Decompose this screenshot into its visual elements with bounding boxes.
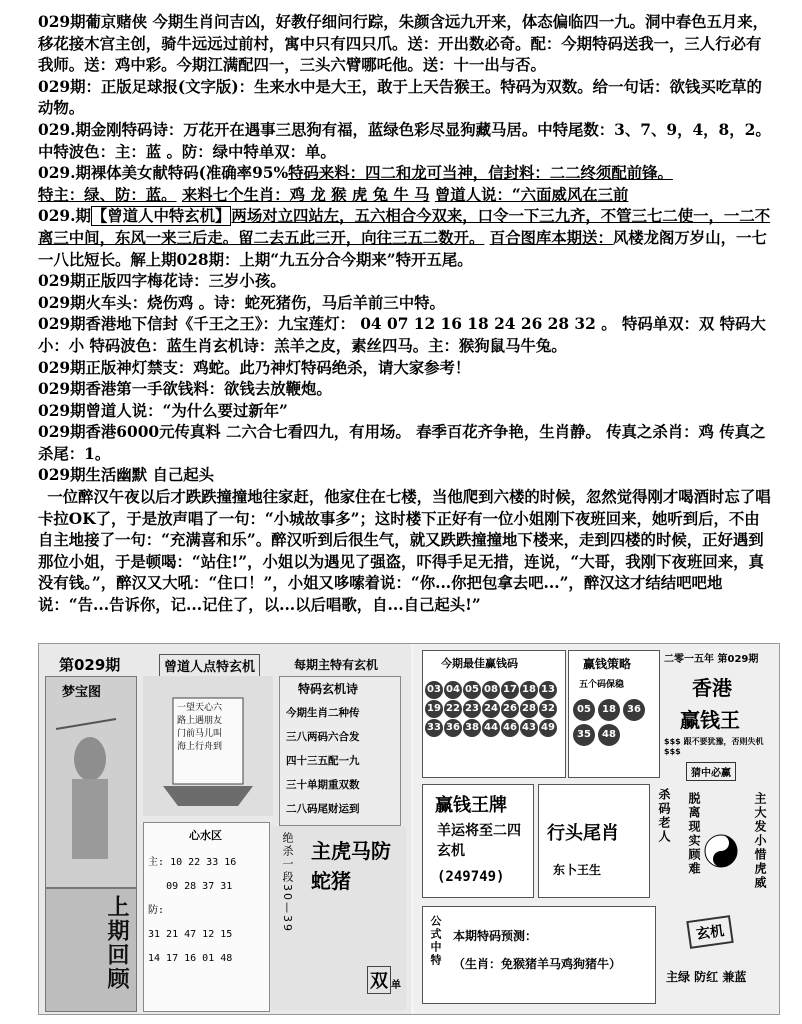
guard-numbers: 14 17 16 01 48 [148,953,233,964]
formula-label: 公式中特 [429,915,442,967]
text-run: 特码来料：四二和龙可当神，信封料：二二终须配前锋。 [288,164,673,183]
paragraph: 029期：正版足球报(文字版)：生来水中是大王，敢于上天告猴王。特码为双数。给一句话：欲钱买吃草的动物。 [38,77,762,118]
number-ball: 23 [463,700,481,718]
figure-shape [74,737,106,781]
tips-scroll [279,676,401,826]
zodiac-block: 主虎马防蛇猪 [311,839,391,893]
tail-card [538,784,650,898]
text-run: 特主：绿、防：蓝。 [38,185,177,204]
text-run: 029.期裸体美女献特码(准确率95% [38,164,289,183]
tip-line: 四十三五配一九 [286,755,360,767]
poem-box [177,702,222,754]
poem-line: 海上行舟到 [177,742,223,752]
hk-king: 赢钱王 [680,708,740,732]
king-title: 赢钱王牌 [435,795,507,816]
zodiac-panel [271,826,406,1010]
text-run: 曾道人说：“六面威风在三前 [434,185,629,204]
vertical-poem: 脱离现实顾难 [687,792,701,876]
tips-list [286,701,360,821]
number-ball: 05 [573,699,595,721]
win-ball-grid [573,699,655,769]
guard-numbers: 31 21 47 12 15 [148,929,233,940]
old-man-box [654,784,678,894]
number-ball: 19 [425,700,443,718]
main-numbers: 10 22 33 16 [170,857,237,868]
poem-line: 门前马儿叫 [177,729,223,739]
strategy-sub: 五个码保稳 [579,680,625,690]
issue-label: 第029期 [59,656,121,674]
paragraph: 029期香港第一手欲钱料：欲钱去放鞭炮。 [38,380,332,399]
tail-sign: 东卜王生 [553,863,602,877]
vertical-poem: 主大发小惜虎威 [753,792,767,890]
number-ball: 03 [425,681,443,699]
paragraph: 一位醉汉午夜以后才跌跌撞撞地往家赶，他家住在七楼，当他爬到六楼的时候，忽然觉得刚才喝酒时忘了唱卡拉OK了，于是放声唱了一句：“小城故事多”；这时楼下正好有一位小姐刚下夜班回来，她听到后，不由自主地接了一句：“充满喜和乐”。醉汉听到后很生气，就又跌跌撞撞地下楼来，走到四楼的时候，正好遇到那位小姐，于是顿喝：“站住!”，小姐以为遇见了强盗，吓得手足无措，连说，“大哥，我刚下夜班回来，真没有钱。”，醉汉又大吼：“住口！”，小姐又哆嗦着说：“你...你把包拿去吧...”，醉汉这才结结吧吧地说：“告...告诉你，记...记住了，以...以后唱歌，自...自己起头!” [38,488,771,615]
branch-shape [56,719,116,729]
paragraph: 029期香港地下信封《千王之王》：九宝莲灯： 04 07 12 16 18 24 26 28 32 。 特码单双：双 特码大小：小 特码波色：蓝生肖玄机诗：羔羊之皮，素丝四马。主：猴狗鼠马牛兔。 [38,315,766,355]
number-ball: 35 [573,724,595,746]
tip-line: 三八两码六合发 [286,731,360,743]
ship-hull [163,786,253,806]
seal-stamp: 玄机 [686,915,733,949]
paragraph: 029期正版神灯禁支：鸡蛇。此乃神灯特码绝杀，请大家参考！ [38,358,471,377]
number-ball: 18 [520,681,538,699]
number-ball: 28 [520,700,538,718]
mid-numbers: 09 28 37 31 [166,881,233,892]
yin-yang-icon [704,834,738,868]
scroll-title: 特码玄机诗 [298,682,359,696]
figure-robe [72,779,108,859]
paragraph [38,163,773,206]
number-ball: 33 [425,719,443,737]
forecast-box [422,906,656,1004]
main-label: 主: [148,857,165,868]
king-card [422,784,534,898]
number-ball: 13 [539,681,557,699]
paragraph: 029.期金刚特码诗：万花开在遇事三思狗有福，蓝绿色彩尽显狗藏马居。中特尾数：3、7、9，4，8，2。中特波色：主：蓝 。防：绿中特单双：单。 [38,120,771,161]
number-ball: 05 [463,681,481,699]
area-title: 心水区 [189,829,222,842]
king-code: (249749) [437,869,505,885]
paragraph: 029期火车头：烧伤鸡 。诗：蛇死猪伤，马后羊前三中特。 [38,293,445,312]
ball-grid [425,681,565,771]
green-line: 主绿 防红 兼蓝 [666,970,747,984]
right-panel [414,644,779,1014]
number-ball: 44 [482,719,500,737]
special-label: 每期主特有玄机 [294,658,379,672]
number-ball: 17 [501,681,519,699]
text-run: 风楼龙阁万岁山，一七一八比短长。解上期028期：上期“九五分合今期来”特开五尾。 [38,228,767,269]
poem-line: 一望天心六 [177,703,223,713]
seal-box [664,914,772,1002]
number-ball: 43 [520,719,538,737]
left-panel [39,644,411,1014]
hk-year: 二零一五年 第029期 [664,654,759,665]
lottery-newspaper-image [38,643,780,1015]
article-text [38,12,773,617]
number-ball: 38 [463,719,481,737]
guard-label: 防: [148,905,165,916]
paragraph: 029期香港6000元传真料 二六合七看四九，有用场。 春季百花齐争艳，生肖静。 传真之杀肖：鸡 传真之杀尾：1。 [38,423,766,463]
number-ball: 36 [444,719,462,737]
text-run: 029.期 [38,207,91,226]
single-badge: 单 [391,980,401,991]
tail-head: 行头尾肖 [547,823,619,844]
text-run: 百合图库本期送： [489,228,613,247]
recap-title: 上期回顾 [104,895,129,991]
king-sub: 羊运将至二四玄机 [437,823,521,859]
title-label: 曾道人点特玄机 [159,654,260,677]
number-ball: 22 [444,700,462,718]
rooster-area [143,822,270,1012]
double-badge: 双 [367,966,391,994]
text-run: 两场对立四站左，五六相合今双来，口令一下三九齐，不管三七二使一，一二不离三中间，东风一来三后走。留二去五此三开，向往三五二数开。 [38,207,771,247]
paragraph [38,206,773,271]
number-ball: 49 [539,719,557,737]
ship-illustration [143,676,273,816]
number-ball: 04 [444,681,462,699]
zodiac-predict: （生肖：免猴猪羊马鸡狗猪牛） [453,957,622,971]
number-block [148,851,236,971]
number-ball: 36 [623,699,645,721]
lucky-title: 今期最佳赢钱码 [441,657,518,670]
number-ball: 24 [482,700,500,718]
dream-image [45,676,137,888]
number-ball: 08 [482,681,500,699]
tip-line: 二八码尾财运到 [286,803,360,815]
tip-line: 今期生肖二种传 [286,707,360,719]
recap-image [45,888,137,1012]
hk-slogan: $$$ 跟不要犹豫，否则失机 $$$ [664,737,764,756]
hk-name: 香港 [692,676,732,700]
vertical-kill: 绝杀一段30—39 [281,832,294,933]
number-ball: 18 [598,699,620,721]
number-ball: 26 [501,700,519,718]
boxed-run: 【曾道人中特玄机】 [91,207,231,226]
number-ball: 32 [539,700,557,718]
hk-header [664,650,774,784]
text-run: 来料七个生肖：鸡 龙 猴 虎 兔 牛 马 [181,185,430,204]
paragraph: 029期曾道人说：“为什么要过新年” [38,401,288,420]
old-man: 杀码老人 [657,788,671,844]
dream-title: 梦宝图 [62,685,102,700]
lucky-balls-box [422,650,566,778]
tip-line: 三十单期重双数 [286,779,360,791]
number-ball: 48 [598,724,620,746]
win-strategy-box [568,650,660,778]
poem-line: 路上遇朋友 [177,716,223,726]
bet-hint: 猜中必赢 [686,762,736,781]
number-ball: 46 [501,719,519,737]
paragraph: 029期正版四字梅花诗：三岁小孩。 [38,272,286,291]
strategy-title: 赢钱策略 [583,657,632,671]
paragraph: 029期生活幽默 自己起头 [38,466,215,485]
paragraph: 029期葡京赌侠 今期生肖问吉凶，好教仔细问行踪，朱颜含远九开来，体态偏临四一九。洞中春色五月来，移花接木宫主创，骑牛远远过前村，寓中只有四只爪。送：开出数必奇。配：今期特码送我一，三人行必有我师。送：鸡中彩。今期江满配四一，三头六臂哪吒他。送：十一出与否。 [38,13,769,75]
figure-drawing [46,699,134,884]
forecast-title: 本期特码预测： [453,929,538,943]
